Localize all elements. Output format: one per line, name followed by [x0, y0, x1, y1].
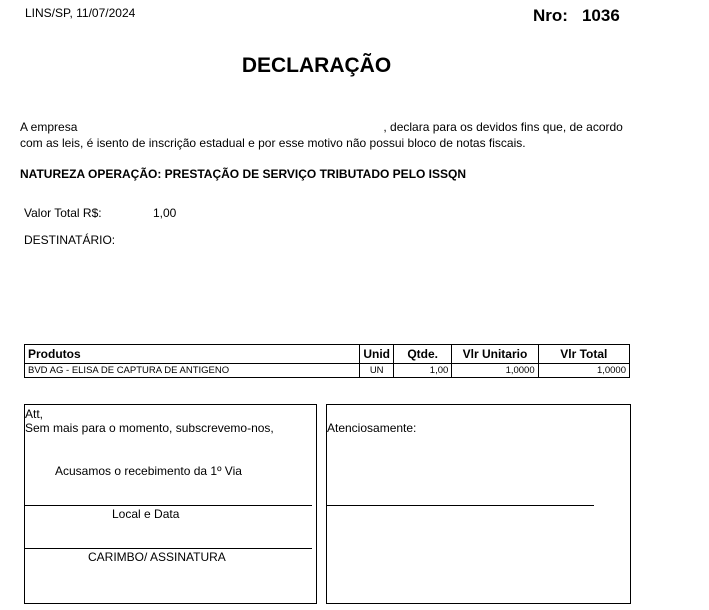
page-title: DECLARAÇÃO [241, 54, 392, 77]
table-row [25, 364, 630, 378]
cell-vlr-unitario: 1,0000 [452, 364, 538, 378]
table-header-row [25, 345, 630, 364]
local-data-line [25, 505, 312, 506]
column-header-produtos: Produtos [25, 345, 360, 364]
valor-total-label: Valor Total R$: [24, 206, 102, 220]
signature-line [25, 548, 312, 549]
column-header-qtde: Qtde. [394, 345, 452, 364]
closing-text: Sem mais para o momento, subscrevemo-nos, [25, 421, 274, 435]
local-data-label: Local e Data [112, 507, 180, 521]
cell-vlr-total: 1,0000 [538, 364, 629, 378]
destinatario-label: DESTINATÁRIO: [24, 233, 116, 247]
column-header-vlr-total: Vlr Total [538, 345, 629, 364]
cell-unid: UN [360, 364, 394, 378]
document-number-value: 1036 [581, 6, 620, 25]
stamp-signature-label: CARIMBO/ ASSINATURA [88, 550, 226, 564]
products-table [24, 344, 630, 378]
signature-box-left [24, 404, 317, 604]
regards-text: Atenciosamente: [327, 421, 417, 435]
regards-signature-line [327, 505, 594, 506]
natureza-operacao: NATUREZA OPERAÇÃO: PRESTAÇÃO DE SERVIÇO TRIBUTADO PELO ISSQN [20, 167, 467, 181]
document-number [533, 6, 620, 26]
declaration-part-1: A empresa [20, 120, 78, 134]
column-header-unid: Unid [360, 345, 394, 364]
place-date: LINS/SP, 11/07/2024 [25, 6, 136, 20]
att-text: Att, [25, 407, 44, 421]
cell-qtde: 1,00 [394, 364, 452, 378]
document-number-label: Nro: [533, 6, 568, 25]
declaration-text [20, 119, 630, 151]
valor-total-value: 1,00 [153, 206, 177, 220]
signature-box-right [326, 404, 631, 604]
cell-produto: BVD AG - ELISA DE CAPTURA DE ANTIGENO [25, 364, 360, 378]
receipt-text: Acusamos o recebimento da 1º Via [55, 464, 242, 478]
declaration-part-2: , declara para os devidos fins que, de acordo com as leis, é isento de inscrição estadual e por esse motivo não possui bloco de notas fiscais. [20, 120, 623, 150]
column-header-vlr-unitario: Vlr Unitario [452, 345, 538, 364]
